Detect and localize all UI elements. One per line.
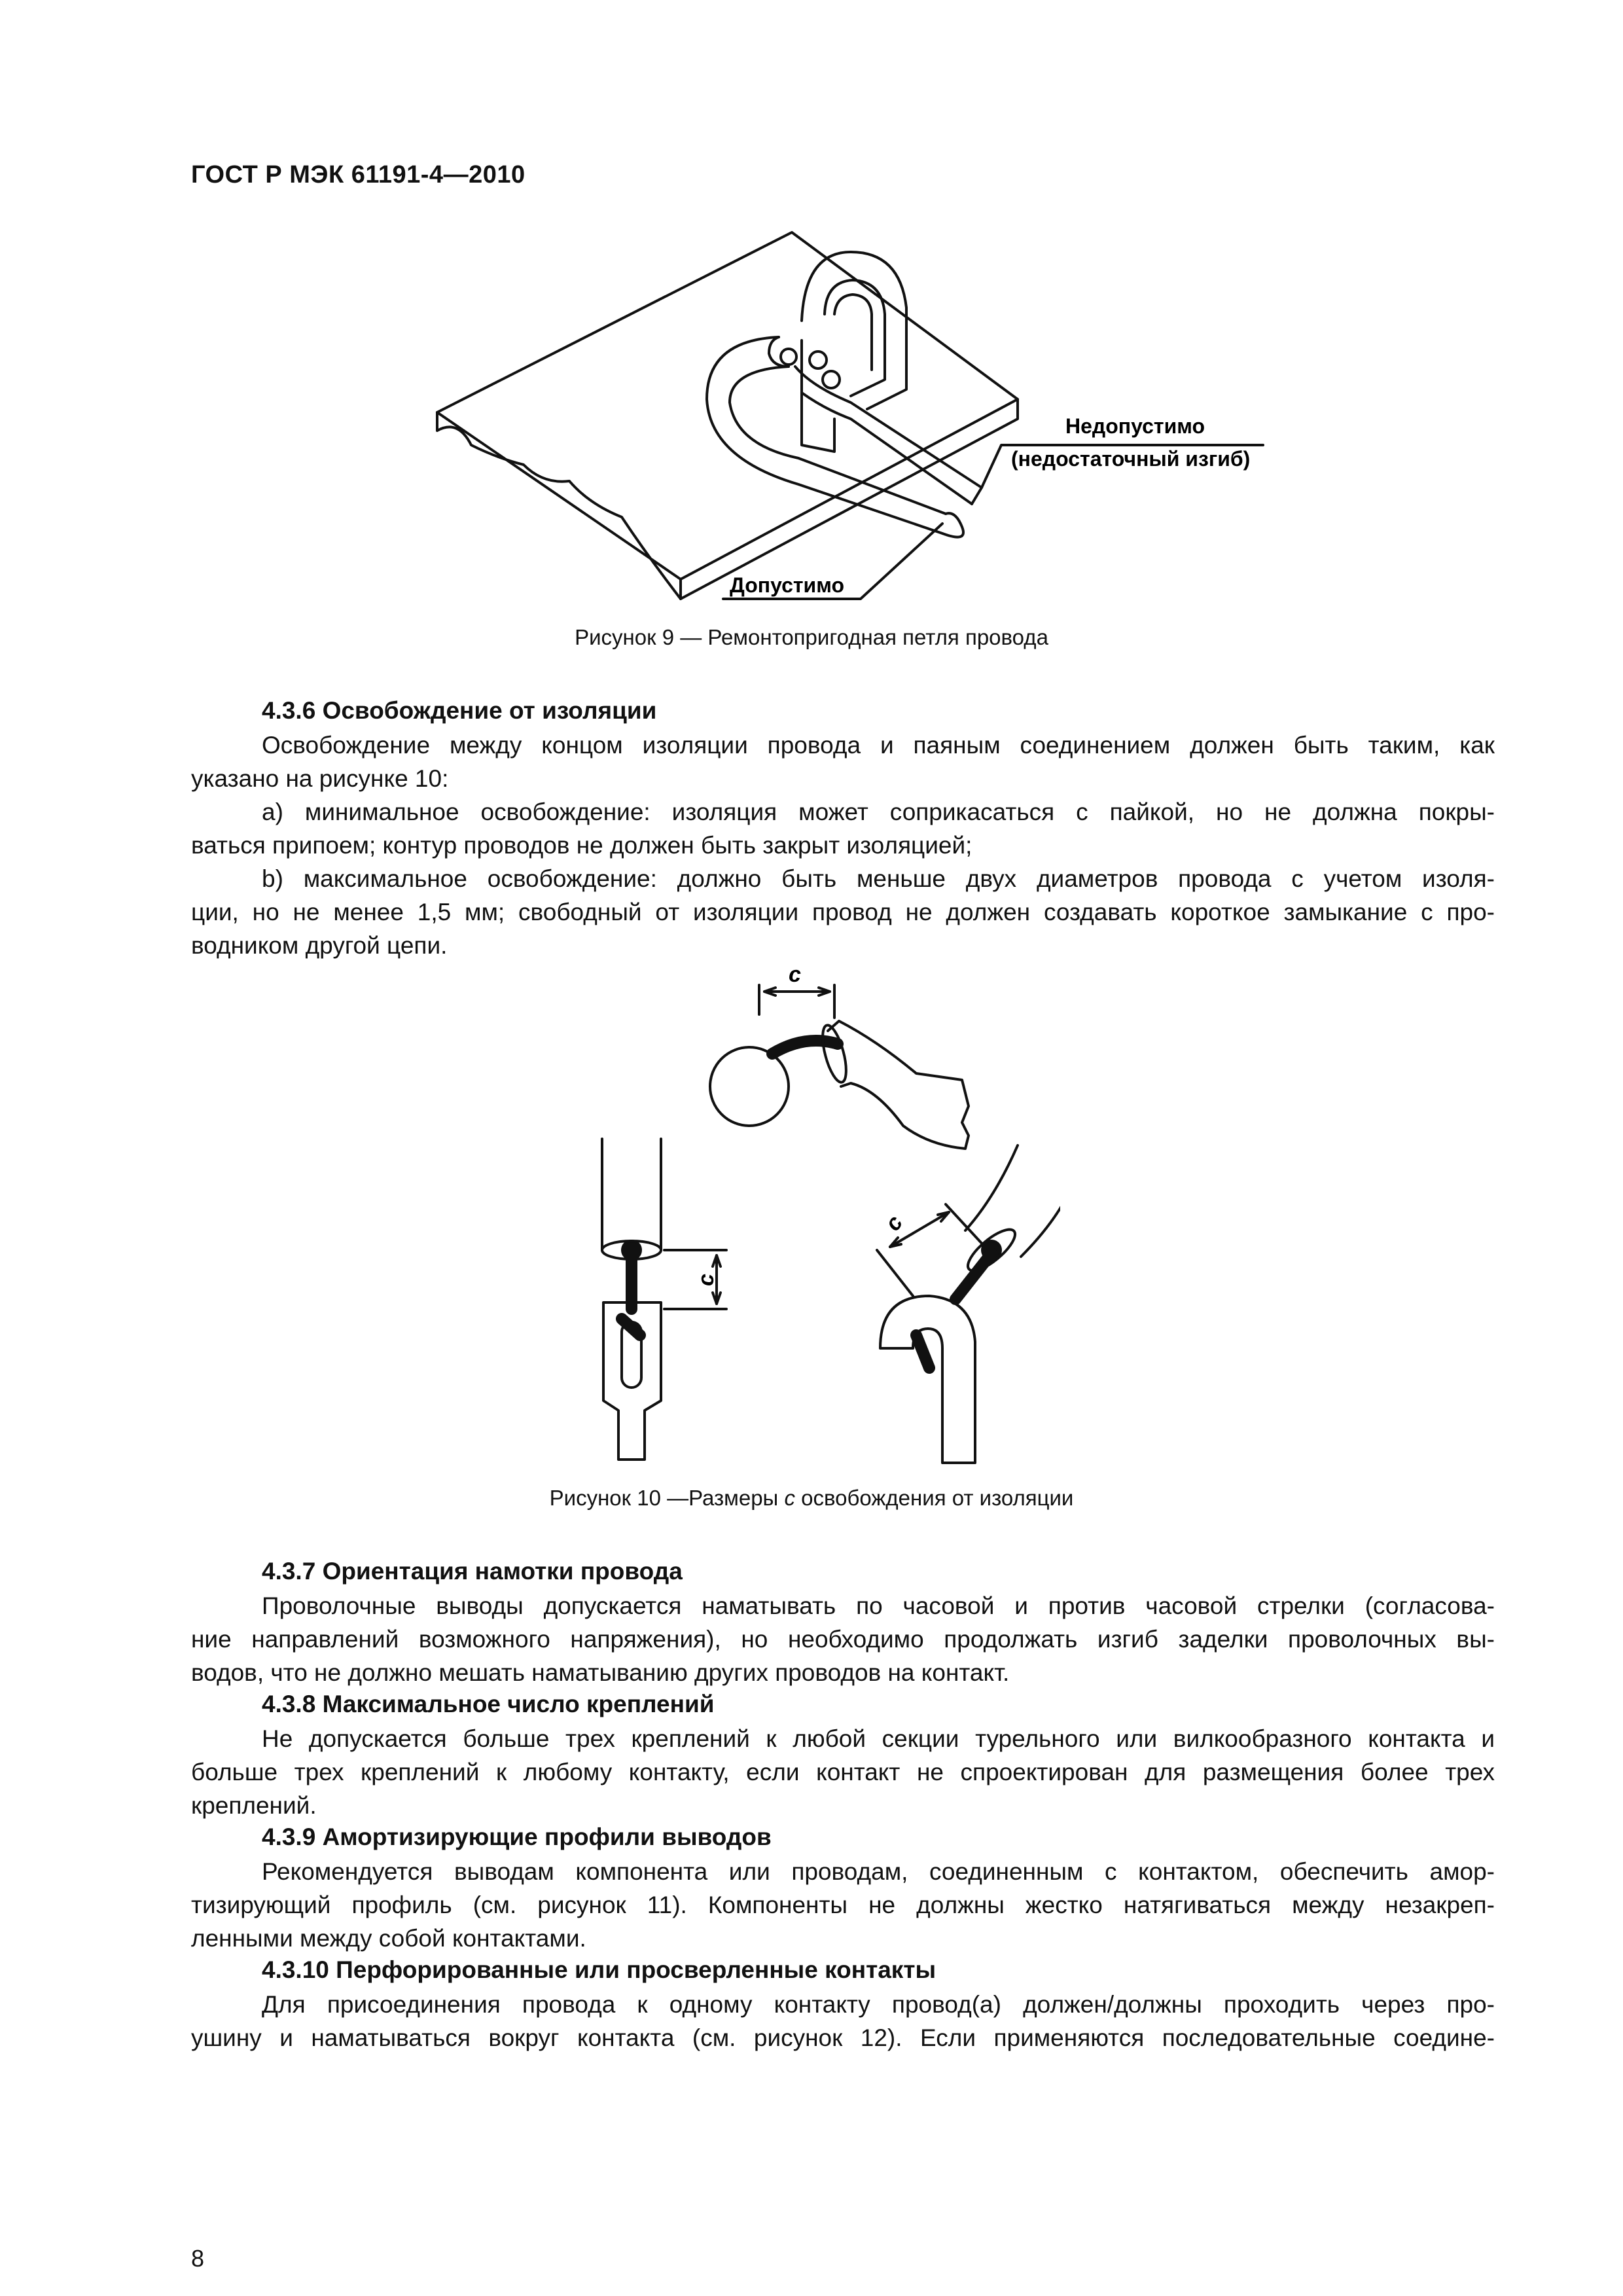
section-4-3-8-text (191, 1722, 1495, 1822)
document-header: ГОСТ Р МЭК 61191-4—2010 (191, 161, 526, 188)
dimension-label-c-top: c (789, 962, 801, 987)
text-line: больше трех креплений к любому контакту, если контакт не спроектирован для размещения более трех (191, 1759, 1495, 1785)
text-line: ние направлений возможного напряжения), но необходимо продолжать изгиб заделки проволочных вы- (191, 1626, 1495, 1653)
text-line: ушину и наматываться вокруг контакта (см. рисунок 12). Если применяются последовательные соедине- (191, 2024, 1495, 2051)
section-4-3-9-text (191, 1855, 1495, 1955)
page-number: 8 (191, 2245, 205, 2272)
section-4-3-10-text (191, 1988, 1495, 2054)
text-line: Рекомендуется выводам компонента или проводам, соединенным с контактом, обеспечить амор- (262, 1858, 1495, 1885)
figure-9-caption: Рисунок 9 — Ремонтопригодная петля провода (575, 625, 1048, 649)
dimension-label-c-left: c (694, 1274, 719, 1286)
list-item-b: b) максимальное освобождение: должно быть меньше двух диаметров провода с учетом изоля- (262, 865, 1495, 892)
text-line: Не допускается больше трех креплений к любой секции турельного или вилкообразного контакта и (262, 1725, 1495, 1752)
text-line: тизирующий профиль (см. рисунок 11). Компоненты не должны жестко натягиваться между незакреп- (191, 1892, 1495, 1918)
text-line: Для присоединения провода к одному контакту провод(а) должен/должны проходить через про- (262, 1991, 1495, 2018)
text-line: ции, но не менее 1,5 мм; свободный от изоляции провод не должен создавать короткое замыкание с про- (191, 899, 1495, 925)
text-line: указано на рисунке 10: (191, 765, 449, 792)
caption-prefix: Рисунок 10 —Размеры (549, 1486, 785, 1510)
section-heading-4-3-6: 4.3.6 Освобождение от изоляции (262, 697, 657, 724)
section-4-3-7-text (191, 1589, 1495, 1689)
text-line: ваться припоем; контур проводов не должен быть закрыт изоляцией; (191, 832, 972, 859)
caption-variable: c (784, 1486, 795, 1510)
text-line: водов, что не должно мешать наматыванию других проводов на контакт. (191, 1659, 1010, 1686)
caption-suffix: освобождения от изоляции (794, 1486, 1074, 1510)
section-4-3-6-text (191, 728, 1495, 962)
text-line: ленными между собой контактами. (191, 1925, 586, 1952)
section-heading-4-3-10: 4.3.10 Перфорированные или просверленные контакты (262, 1956, 936, 1983)
section-heading-4-3-8: 4.3.8 Максимальное число креплений (262, 1691, 715, 1717)
section-heading-4-3-7: 4.3.7 Ориентация намотки провода (262, 1558, 683, 1585)
figure-9-label-bad: Недопустимо (1065, 414, 1205, 438)
figure-9-label-bad-note: (недостаточный изгиб) (1011, 447, 1251, 471)
section-heading-4-3-9: 4.3.9 Амортизирующие профили выводов (262, 1823, 772, 1850)
text-line: креплений. (191, 1792, 317, 1819)
text-line: Освобождение между концом изоляции провода и паяным соединением должен быть таким, как (262, 732, 1495, 759)
figure-9-label-good: Допустимо (730, 573, 844, 597)
figure-9-drawing (419, 223, 1289, 615)
text-line: водником другой цепи. (191, 932, 448, 959)
list-item-a: a) минимальное освобождение: изоляция может соприкасаться с пайкой, но не должна покры- (262, 798, 1495, 825)
figure-10-drawing (576, 962, 1060, 1486)
dimension-label-c-right: c (880, 1211, 908, 1236)
figure-10-caption (0, 1486, 1623, 1511)
text-line: Проволочные выводы допускается наматывать по часовой и против часовой стрелки (согласова- (262, 1592, 1495, 1619)
